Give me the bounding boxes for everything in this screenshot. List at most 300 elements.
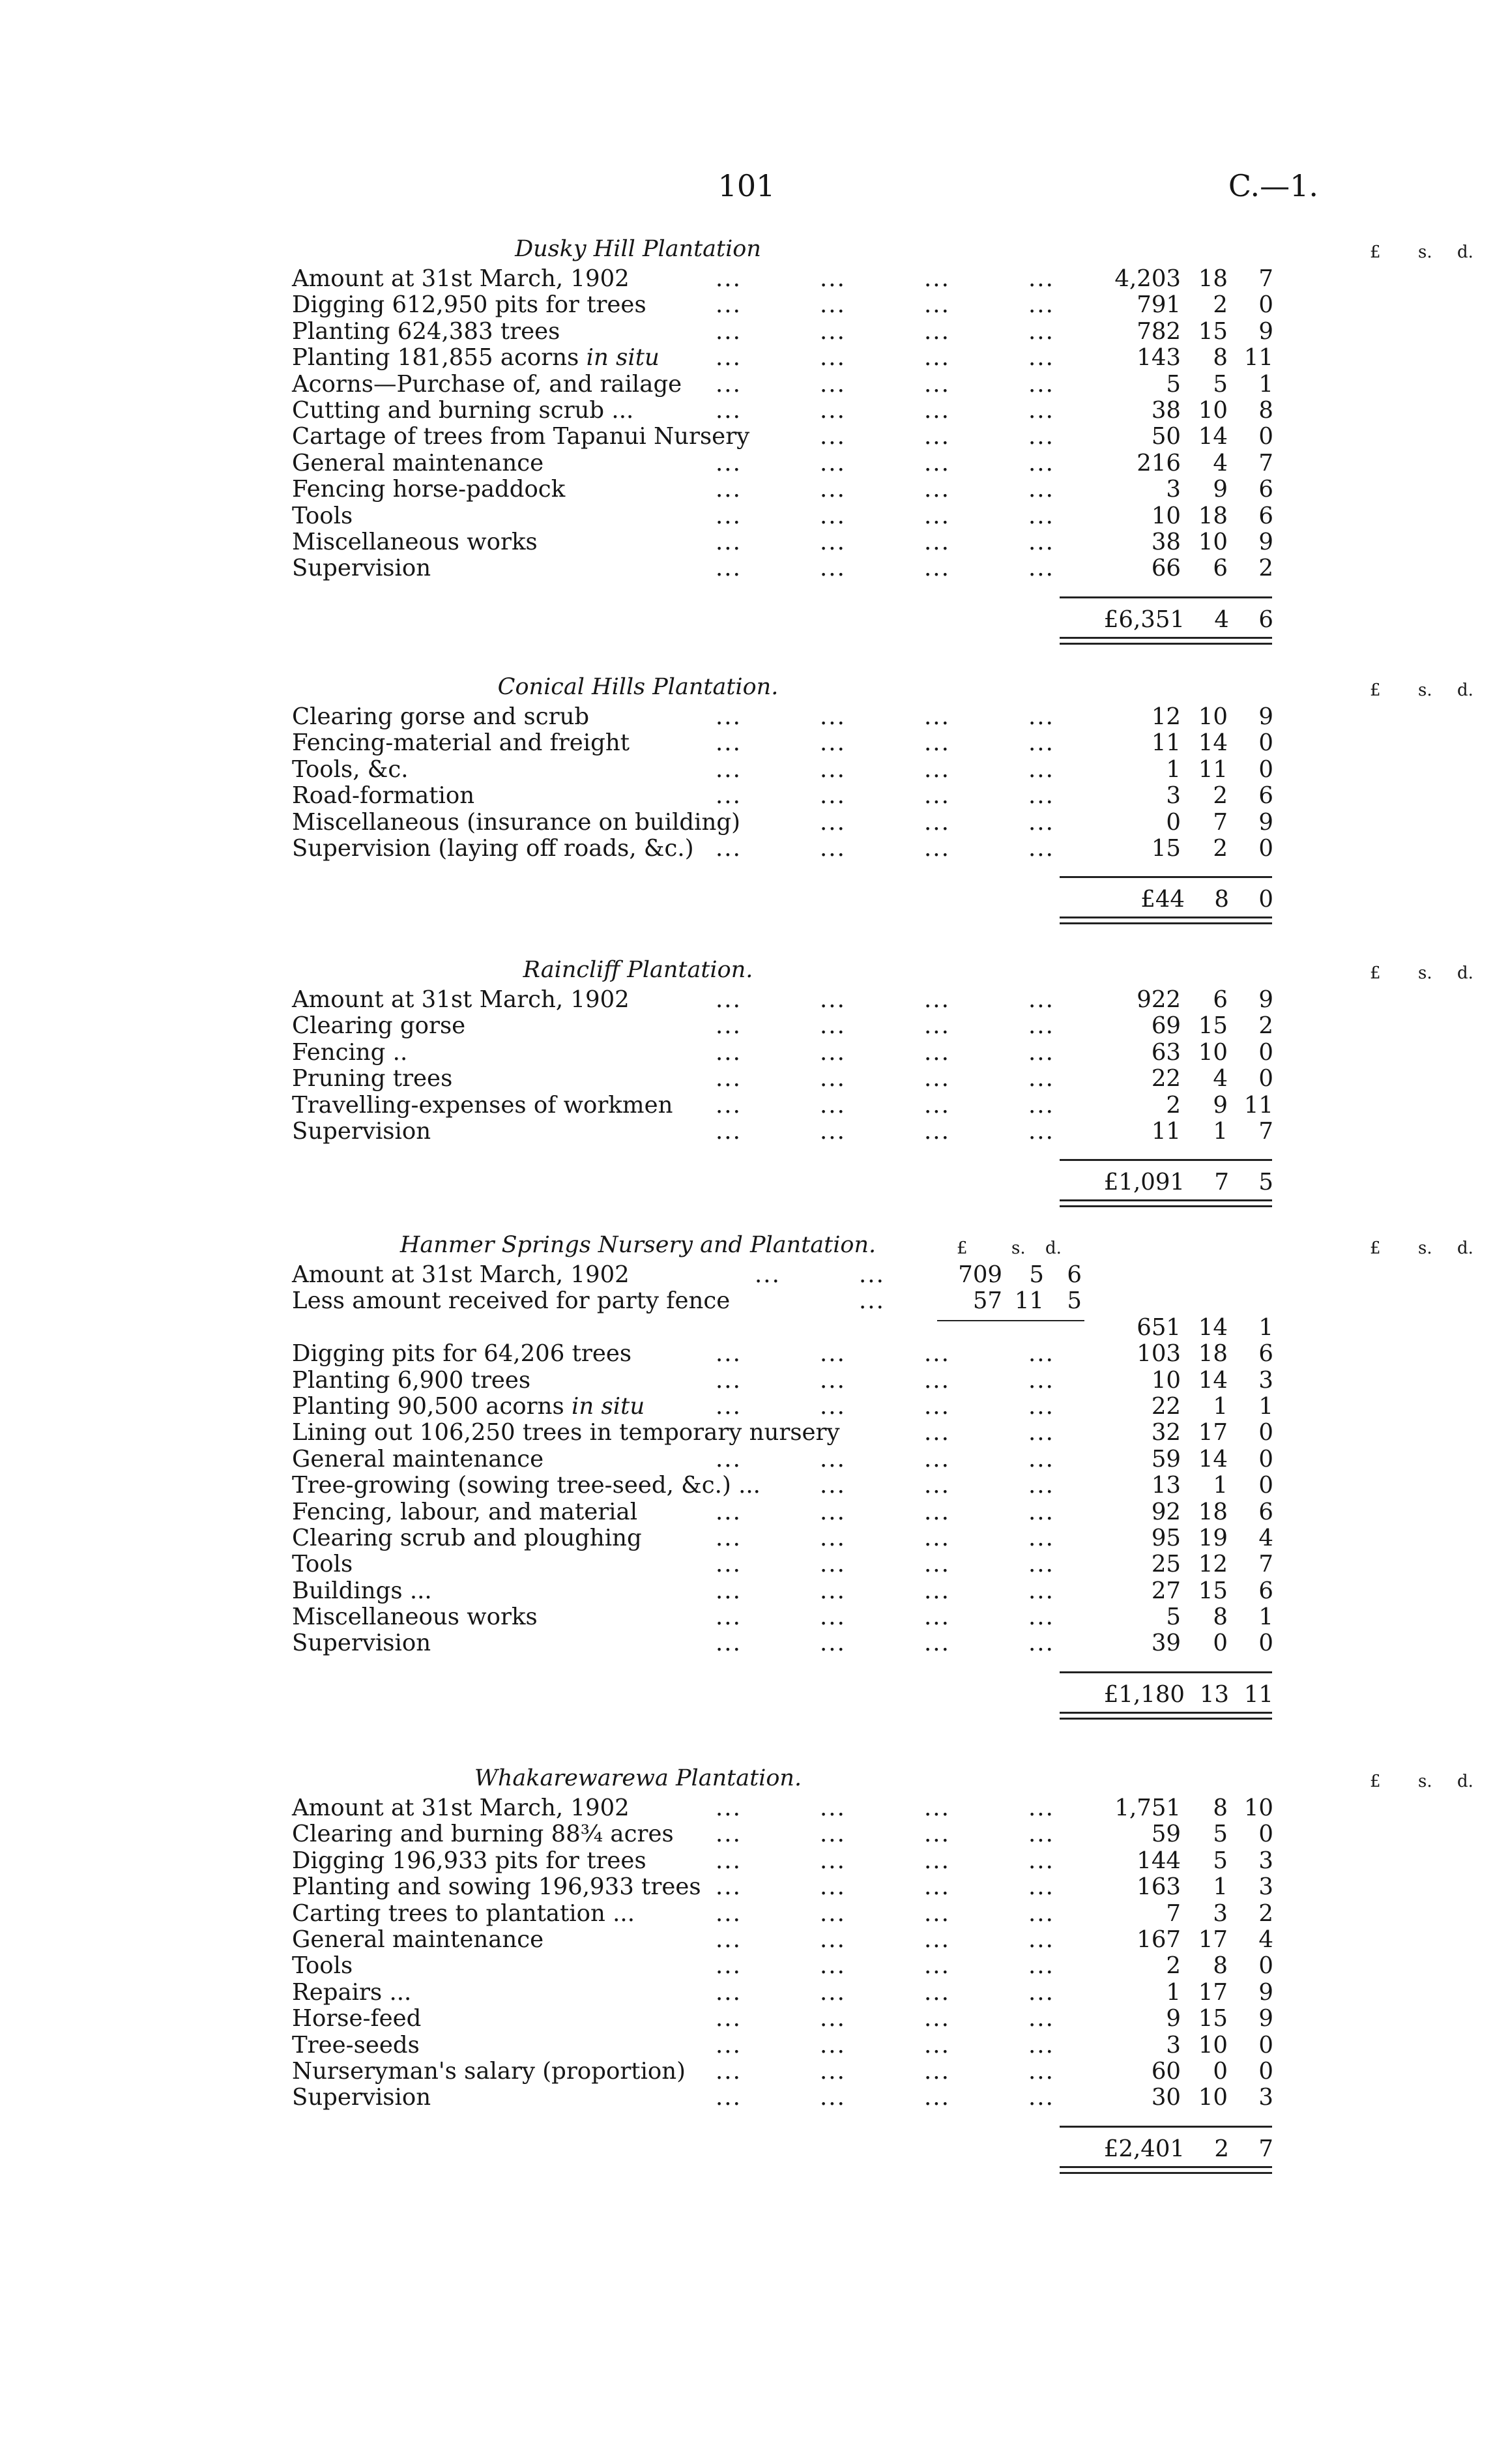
pence-cell: 0 (1258, 834, 1273, 862)
leader-dots (292, 1551, 1054, 1578)
pounds-cell: 791 (1137, 291, 1181, 319)
item-label-text: Digging 612,950 pits for trees (292, 291, 646, 319)
pence-cell: 7 (1258, 1117, 1273, 1145)
account-row (292, 836, 1493, 862)
section-title: Conical Hills Plantation. (497, 674, 779, 700)
leader-dot-group: ... (924, 2084, 950, 2111)
shillings-cell: 17 (1198, 1926, 1228, 1953)
leader-dot-group: ... (716, 1366, 742, 1394)
leader-dot-group: ... (924, 1551, 950, 1578)
shillings-cell: 18 (1198, 1498, 1228, 1525)
shillings-cell: 17 (1198, 1419, 1228, 1446)
leader-dot-group: ... (716, 317, 742, 345)
shillings-header: s. (1418, 1772, 1432, 1791)
pence-cell: 0 (1258, 1419, 1273, 1446)
item-label (292, 2059, 686, 2085)
leader-dot-group: ... (1028, 1551, 1054, 1578)
pence-cell: 0 (1258, 1630, 1273, 1657)
section-total (1061, 606, 1276, 634)
item-label-text: Clearing gorse (292, 1012, 466, 1040)
pence-cell: 6 (1258, 1498, 1273, 1525)
shillings-cell: 2 (1213, 291, 1228, 319)
pounds-cell: 103 (1137, 1340, 1181, 1368)
pounds-cell: 69 (1151, 1012, 1181, 1040)
pounds-header: £ (1370, 681, 1381, 700)
leader-dot-group: ... (924, 1821, 950, 1848)
leader-dot-group: ... (820, 502, 846, 529)
pounds-cell: 59 (1151, 1445, 1181, 1473)
leader-dot-group: ... (1028, 1065, 1054, 1093)
item-label-italic: in situ (572, 1392, 645, 1420)
leader-dot-group: ... (1028, 2084, 1054, 2111)
leader-dot-group: ... (1028, 423, 1054, 450)
leader-dot-group: ... (716, 1604, 742, 1631)
account-row (292, 266, 1493, 292)
shillings-cell: 10 (1198, 1038, 1228, 1066)
leader-dot-group: ... (1028, 2031, 1054, 2059)
pence-cell: 6 (1258, 782, 1273, 810)
pence-header: d. (1457, 963, 1473, 983)
pounds-cell: 15 (1151, 834, 1181, 862)
leader-dot-group: ... (820, 1604, 846, 1631)
pounds-cell: 2 (1166, 1952, 1181, 1980)
leader-dot-group: ... (1028, 755, 1054, 783)
shillings-header: s. (1418, 681, 1432, 700)
account-row (292, 1341, 1493, 1367)
leader-dot-group: ... (820, 1445, 846, 1473)
leader-dot-group: ... (924, 1604, 950, 1631)
item-label-text: Carting trees to plantation ... (292, 1899, 635, 1927)
leader-dot-group: ... (820, 1873, 846, 1901)
leader-dot-group: ... (820, 291, 846, 319)
pence-cell: 7 (1258, 265, 1273, 292)
pence-cell: 1 (1258, 1604, 1273, 1631)
item-label-text: Miscellaneous works (292, 528, 538, 555)
shillings-cell: 5 (1213, 1821, 1228, 1848)
leader-dot-group: ... (820, 1899, 846, 1927)
leader-dot-group: ... (1028, 265, 1054, 292)
pence-cell: 0 (1258, 2031, 1273, 2059)
leader-dot-group: ... (716, 1065, 742, 1093)
total-pounds: £1,180 (1103, 1681, 1185, 1708)
item-label-text: General maintenance (292, 1445, 544, 1473)
pounds-cell: 4,203 (1114, 265, 1181, 292)
leader-dot-group: ... (924, 1524, 950, 1551)
leader-dot-group: ... (924, 555, 950, 582)
item-label (292, 1980, 411, 2006)
account-row (292, 987, 1493, 1013)
item-label (292, 1473, 761, 1499)
leader-dot-group: ... (716, 1038, 742, 1066)
leader-dot-group: ... (924, 1952, 950, 1980)
item-label-text: Tree-growing (sowing tree-seed, &c.) ... (292, 1472, 761, 1499)
pence-cell: 0 (1258, 1472, 1273, 1499)
account-row (292, 345, 1493, 371)
pence-cell: 9 (1258, 808, 1273, 836)
net-pence: 1 (1258, 1313, 1273, 1341)
total-shillings: 4 (1214, 606, 1229, 633)
pounds-cell: 144 (1137, 1847, 1181, 1874)
pence-cell: 0 (1258, 1038, 1273, 1066)
sub-pounds: 57 (972, 1287, 1002, 1315)
leader-dot-group: ... (924, 423, 950, 450)
leader-dots (292, 502, 1054, 529)
shillings-cell: 8 (1213, 1795, 1228, 1821)
shillings-cell: 1 (1213, 1392, 1228, 1420)
item-label-text: Miscellaneous (insurance on building) (292, 808, 740, 836)
total-rule (1060, 596, 1272, 598)
item-label-text: Tree-seeds (292, 2031, 420, 2059)
column-headers (1341, 963, 1493, 990)
leader-dot-group: ... (716, 1952, 742, 1980)
pounds-cell: 12 (1151, 703, 1181, 730)
account-row (292, 555, 1493, 581)
account-row (292, 372, 1493, 398)
account-row (292, 477, 1493, 503)
item-label (292, 1013, 465, 1039)
pence-header: d. (1457, 242, 1473, 262)
pence-cell: 0 (1258, 1065, 1273, 1093)
leader-dot-group: ... (716, 834, 742, 862)
pounds-header: £ (1370, 242, 1381, 262)
pounds-cell: 10 (1151, 1366, 1181, 1394)
leader-dot-group: ... (1028, 986, 1054, 1013)
leader-dot-group: ... (820, 476, 846, 503)
account-row (292, 1040, 1493, 1066)
shillings-cell: 6 (1213, 555, 1228, 582)
total-pence: 6 (1258, 606, 1273, 633)
leader-dot-group: ... (1028, 808, 1054, 836)
shillings-cell: 1 (1213, 1472, 1228, 1499)
pence-cell: 6 (1258, 502, 1273, 529)
item-label-text: Tools (292, 502, 353, 529)
pounds-cell: 66 (1151, 555, 1181, 582)
account-rows (292, 266, 1493, 582)
leader-dot-group: ... (820, 370, 846, 398)
leader-dot-group: ... (716, 344, 742, 372)
leader-dot-group: ... (924, 370, 950, 398)
pounds-cell: 30 (1151, 2084, 1181, 2111)
leader-dot-group: ... (1028, 370, 1054, 398)
leader-dot-group: ... (1028, 1926, 1054, 1953)
item-label-text: Tools, &c. (292, 755, 409, 783)
leader-dot-group: ... (924, 1795, 950, 1821)
item-label-text: Travelling-expenses of workmen (292, 1091, 673, 1119)
leader-dot-group: ... (1028, 317, 1054, 345)
item-label (292, 1341, 631, 1367)
shillings-cell: 3 (1213, 1899, 1228, 1927)
shillings-cell: 10 (1198, 528, 1228, 555)
column-headers (1341, 242, 1493, 269)
shillings-cell: 2 (1213, 834, 1228, 862)
leader-dot-group: ... (1028, 703, 1054, 730)
item-label-text: Planting and sowing 196,933 trees (292, 1873, 701, 1901)
pence-header: d. (1457, 1239, 1473, 1258)
total-double-rule (1060, 1712, 1272, 1720)
leader-dot-group: ... (924, 1038, 950, 1066)
pence-cell: 0 (1258, 1952, 1273, 1980)
item-label-text: Supervision (laying off roads, &c.) (292, 834, 694, 862)
leader-dot-group: ... (716, 703, 742, 730)
pounds-cell: 1 (1166, 755, 1181, 783)
pence-cell: 7 (1258, 1551, 1273, 1578)
leader-dot-group: ... (820, 2031, 846, 2059)
item-label (292, 503, 353, 529)
sub-shillings: 11 (1014, 1287, 1044, 1315)
pence-cell: 0 (1258, 1445, 1273, 1473)
leader-dot-group: ... (1028, 502, 1054, 529)
leader-dot-group: ... (716, 2057, 742, 2085)
pounds-cell: 38 (1151, 396, 1181, 424)
item-label (292, 450, 544, 477)
account-row (292, 292, 1493, 318)
item-label-text: Amount at 31st March, 1902 (292, 986, 630, 1013)
item-label (292, 424, 749, 450)
shillings-cell: 5 (1213, 1847, 1228, 1874)
section-total (1061, 885, 1276, 914)
shillings-cell: 15 (1198, 1577, 1228, 1604)
item-label (292, 783, 474, 809)
shillings-header: s. (1418, 963, 1432, 983)
pence-cell: 2 (1258, 1899, 1273, 1927)
leader-dot-group: ... (1028, 1392, 1054, 1420)
shillings-cell: 19 (1198, 1524, 1228, 1551)
total-pence: 7 (1258, 2135, 1273, 2162)
item-label (292, 2006, 421, 2032)
item-label-text: Fencing .. (292, 1038, 408, 1066)
pounds-cell: 13 (1151, 1472, 1181, 1499)
pounds-cell: 11 (1151, 729, 1181, 757)
shillings-cell: 8 (1213, 1604, 1228, 1631)
account-row (292, 1874, 1493, 1900)
leader-dot-group: ... (1028, 1873, 1054, 1901)
leader-dot-group: ... (716, 1340, 742, 1368)
pence-cell: 3 (1258, 2084, 1273, 2111)
leader-dot-group: ... (1028, 1978, 1054, 2006)
item-label (292, 987, 630, 1013)
leader-dot-group: ... (820, 1366, 846, 1394)
total-rule (1060, 1159, 1272, 1161)
account-row (292, 1980, 1493, 2006)
pounds-cell: 11 (1151, 1117, 1181, 1145)
item-label-text: Planting 90,500 acorns (292, 1392, 564, 1420)
leader-dot-group: ... (716, 1392, 742, 1420)
leader-dot-group: ... (820, 1978, 846, 2006)
account-row (292, 783, 1493, 809)
account-row (292, 1420, 1493, 1446)
account-row (292, 1066, 1493, 1092)
shillings-cell: 14 (1198, 1366, 1228, 1394)
section-title: Raincliff Plantation. (523, 957, 753, 983)
shillings-cell: 15 (1198, 317, 1228, 345)
item-label (292, 1093, 673, 1119)
leader-dot-group: ... (716, 755, 742, 783)
account-rows (292, 704, 1493, 862)
account-row (292, 1525, 1493, 1551)
item-label-text: Cartage of trees from Tapanui Nursery (292, 423, 750, 450)
account-row (292, 704, 1493, 730)
account-row (292, 1368, 1493, 1394)
shillings-cell: 1 (1213, 1873, 1228, 1901)
pence-cell: 4 (1258, 1926, 1273, 1953)
account-row (292, 1927, 1493, 1953)
leader-dot-group: ... (716, 1873, 742, 1901)
item-label (292, 1394, 645, 1420)
pence-cell: 9 (1258, 986, 1273, 1013)
leader-dot-group: ... (1028, 1117, 1054, 1145)
pounds-cell: 59 (1151, 1821, 1181, 1848)
pence-cell: 9 (1258, 317, 1273, 345)
item-label (292, 1525, 642, 1551)
item-label (292, 1953, 353, 1979)
pence-cell: 0 (1258, 755, 1273, 783)
leader-dot-group: ... (820, 2005, 846, 2032)
leader-dot-group: ... (1028, 1630, 1054, 1657)
leader-dot-group: ... (924, 1117, 950, 1145)
leader-dot-group: ... (820, 528, 846, 555)
item-label (292, 1551, 353, 1577)
shillings-cell: 10 (1198, 396, 1228, 424)
shillings-cell: 5 (1213, 370, 1228, 398)
leader-dot-group: ... (1028, 1340, 1054, 1368)
section-total (1061, 2135, 1276, 2163)
item-label-text: Planting 624,383 trees (292, 317, 560, 345)
leader-dot-group: ... (820, 396, 846, 424)
leader-dot-group: ... (924, 1012, 950, 1040)
shillings-cell: 8 (1213, 1952, 1228, 1980)
leader-dot-group: ... (1028, 1952, 1054, 1980)
item-label-text: Supervision (292, 555, 431, 582)
account-row (292, 398, 1493, 424)
pence-cell: 0 (1258, 2057, 1273, 2085)
leader-dot-group: ... (924, 1577, 950, 1604)
item-label-text: Planting 6,900 trees (292, 1366, 531, 1394)
leader-dot-group: ... (924, 476, 950, 503)
item-label-text: Tools (292, 1952, 353, 1980)
sub-column-headers (950, 1239, 1113, 1265)
pence-cell: 6 (1258, 1577, 1273, 1604)
item-label-text: Tools (292, 1551, 353, 1578)
pounds-cell: 27 (1151, 1577, 1181, 1604)
net-pounds: 651 (1137, 1313, 1181, 1341)
shillings-cell: 6 (1213, 986, 1228, 1013)
item-label-text: Horse-feed (292, 2005, 422, 2032)
sub-pence-header: d. (1045, 1239, 1062, 1258)
leader-dot-group: ... (924, 1472, 950, 1499)
item-label (292, 2085, 431, 2111)
item-label-text: Supervision (292, 2084, 431, 2111)
item-label-text: Buildings ... (292, 1577, 432, 1604)
item-label-text: Fencing, labour, and material (292, 1498, 638, 1525)
pounds-cell: 95 (1151, 1524, 1181, 1551)
item-label (292, 836, 694, 862)
total-rule (1060, 876, 1272, 878)
leader-dot-group: ... (820, 1392, 846, 1420)
item-label-text: Amount at 31st March, 1902 (292, 1795, 630, 1821)
page-number: 101 (718, 168, 775, 203)
leader-dot-group: ... (820, 1472, 846, 1499)
item-label (292, 1874, 701, 1900)
item-label (292, 1368, 530, 1394)
pence-cell: 11 (1243, 1091, 1273, 1119)
item-label-text: Amount at 31st March, 1902 (292, 265, 630, 292)
leader-dot-group: ... (820, 808, 846, 836)
leader-dot-group: ... (716, 1926, 742, 1953)
shillings-cell: 12 (1198, 1551, 1228, 1578)
pence-cell: 7 (1258, 449, 1273, 477)
leader-dot-group: ... (924, 317, 950, 345)
shillings-cell: 18 (1198, 265, 1228, 292)
leader-dot-group: ... (820, 1065, 846, 1093)
leader-dot-group: ... (716, 1498, 742, 1525)
leader-dot-group: ... (716, 528, 742, 555)
leader-dot-group: ... (716, 502, 742, 529)
leader-dot-group: ... (716, 2031, 742, 2059)
pounds-cell: 63 (1151, 1038, 1181, 1066)
pounds-cell: 1 (1166, 1978, 1181, 2006)
account-rows (292, 987, 1493, 1145)
leader-dots (292, 1952, 1054, 1980)
item-label (292, 319, 560, 345)
account-row (292, 503, 1493, 529)
total-double-rule (1060, 917, 1272, 924)
account-row (292, 450, 1493, 477)
item-label-text: Miscellaneous works (292, 1604, 538, 1631)
item-label-text: Clearing gorse and scrub (292, 703, 590, 730)
leader-dot-group: ... (716, 555, 742, 582)
account-rows (292, 1262, 1493, 1657)
document-reference: C.—1. (1228, 168, 1318, 203)
item-label (292, 757, 409, 783)
item-label-text: Cutting and burning scrub ... (292, 396, 634, 424)
account-row (292, 1953, 1493, 1979)
leader-dot-group: ... (716, 2084, 742, 2111)
pounds-cell: 7 (1166, 1899, 1181, 1927)
shillings-cell: 9 (1213, 476, 1228, 503)
item-label (292, 1795, 630, 1821)
leader-dot-group: ... (924, 1091, 950, 1119)
leader-dot-group: ... (820, 265, 846, 292)
leader-dot-group: ... (924, 1926, 950, 1953)
leader-dot-group: ... (924, 729, 950, 757)
leader-dot-group: ... (820, 1498, 846, 1525)
leader-dot-group: ... (716, 1445, 742, 1473)
pounds-cell: 167 (1137, 1926, 1181, 1953)
account-row (292, 810, 1493, 836)
leader-dot-group: ... (924, 396, 950, 424)
item-label (292, 292, 646, 318)
pence-cell: 1 (1258, 1392, 1273, 1420)
account-row (292, 1848, 1493, 1874)
pounds-cell: 50 (1151, 423, 1181, 450)
leader-dot-group: ... (924, 1873, 950, 1901)
leader-dot-group: ... (716, 1899, 742, 1927)
leader-dot-group: ... (820, 1577, 846, 1604)
leader-dot-group: ... (1028, 476, 1054, 503)
item-label-italic: in situ (586, 344, 660, 372)
pounds-cell: 60 (1151, 2057, 1181, 2085)
section-total (1061, 1680, 1276, 1709)
leader-dot-group: ... (924, 1340, 950, 1368)
item-label-text: Fencing horse-paddock (292, 476, 566, 503)
leader-dot-group: ... (820, 1795, 846, 1821)
pence-cell: 4 (1258, 1524, 1273, 1551)
item-label (292, 529, 538, 555)
shillings-cell: 2 (1213, 782, 1228, 810)
item-label (292, 1821, 674, 1847)
account-row (292, 1013, 1493, 1039)
item-label-text: General maintenance (292, 449, 544, 477)
